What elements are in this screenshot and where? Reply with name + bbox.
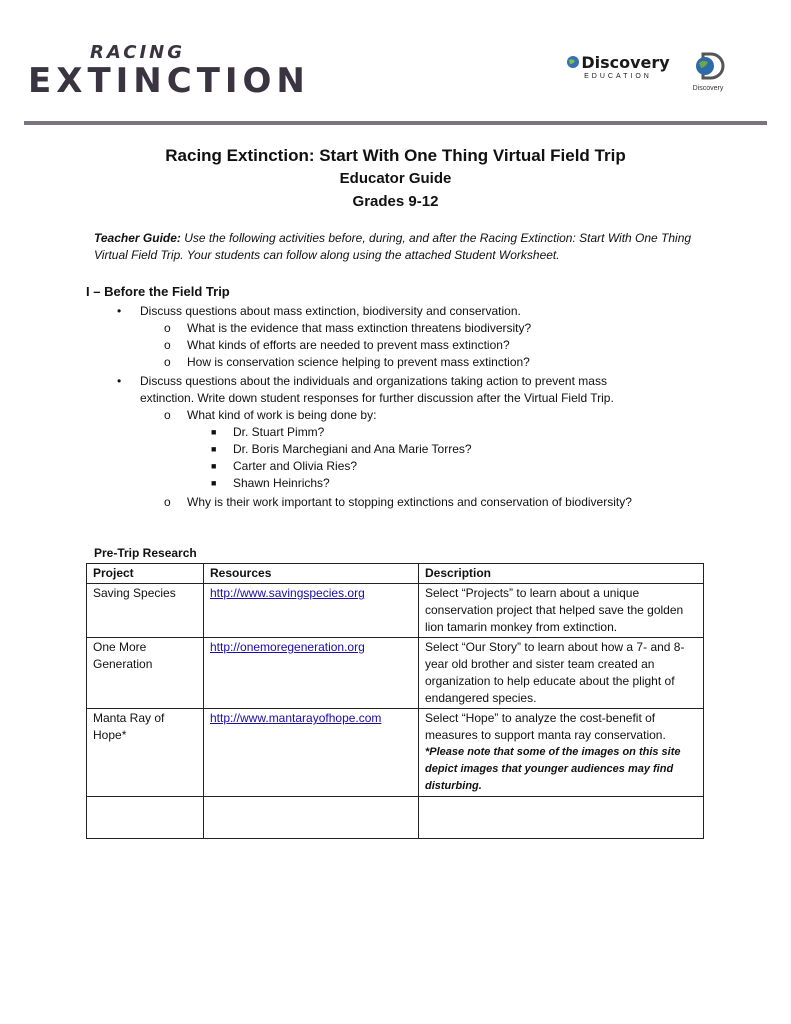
table-row [87,638,704,709]
bullet-marker: • [117,374,122,388]
description-cell: Select “Our Story” to learn about how a 7- and 8-year old brother and sister team created an organization to help educate about the plight of endangered species. [419,638,704,709]
header-divider [24,121,767,125]
sub-bullet-marker: o [164,321,171,335]
teacher-guide-text: Use the following activities before, during, and after the Racing Extinction: Start With One Thing Virtual Field Trip. Your students can follow along using the attached Student Worksheet. [94,231,692,262]
sub-bullet-item: How is conservation science helping to prevent mass extinction? [187,355,530,369]
discovery-channel-label: Discovery [692,85,724,92]
table-row [87,584,704,638]
racing-extinction-logo [28,44,310,100]
page-subtitle: Educator Guide [339,170,452,187]
sub-bullet-marker: o [164,355,171,369]
square-bullet-marker: ■ [211,461,217,471]
resource-cell [204,638,419,709]
content-warning-note: *Please note that some of the images on this site depict images that younger audiences may find disturbing. [425,746,681,792]
pre-trip-research-label: Pre-Trip Research [94,546,197,560]
resource-cell [204,584,419,638]
empty-table-row [87,797,704,839]
resource-link[interactable]: http://www.mantarayofhope.com [210,711,382,725]
description-cell [419,709,704,797]
header-project: Project [87,564,204,584]
resource-link[interactable]: http://www.savingspecies.org [210,586,365,600]
table-row [87,709,704,797]
sub-bullet-item: What kinds of efforts are needed to prevent mass extinction? [187,338,510,352]
header-resources: Resources [204,564,419,584]
education-word: EDUCATION [584,73,652,80]
resource-link[interactable]: http://onemoregeneration.org [210,640,365,654]
resource-cell [204,709,419,797]
bullet-item-line1: Discuss questions about the individuals and organizations taking action to prevent mass [140,374,607,388]
project-cell: One More Generation [87,638,204,709]
square-bullet-marker: ■ [211,444,217,454]
bullet-marker: • [117,304,122,318]
square-bullet-marker: ■ [211,478,217,488]
sub-bullet-marker: o [164,338,171,352]
empty-cell [204,797,419,839]
person-item: Carter and Olivia Ries? [233,459,358,473]
bullet-item-line2: extinction. Write down student responses for further discussion after the Virtual Field Trip. [140,391,614,405]
sub-bullet-item: What is the evidence that mass extinction threatens biodiversity? [187,321,532,335]
header-description: Description [419,564,704,584]
sub-bullet-marker: o [164,408,171,422]
description-text: Select “Hope” to analyze the cost-benefit of measures to support manta ray conservation. [425,711,666,742]
research-table [86,563,704,839]
person-item: Dr. Boris Marchegiani and Ana Marie Torres? [233,442,472,456]
page-title: Racing Extinction: Start With One Thing Virtual Field Trip [165,146,626,165]
table-header-row [87,564,704,584]
section-heading: I – Before the Field Trip [86,284,230,299]
person-item: Shawn Heinrichs? [233,476,330,490]
project-cell: Manta Ray of Hope* [87,709,204,797]
discovery-word: Discovery [562,54,674,72]
sub-bullet-item: What kind of work is being done by: [187,408,377,422]
discovery-globe-icon [691,52,725,80]
bullet-item: Discuss questions about mass extinction, biodiversity and conservation. [140,304,521,318]
square-bullet-marker: ■ [211,427,217,437]
teacher-guide-label: Teacher Guide: [94,231,181,245]
description-cell: Select “Projects” to learn about a unique conservation project that helped save the golden lion tamarin monkey from extinction. [419,584,704,638]
discovery-channel-logo [688,52,728,92]
teacher-guide-paragraph [94,230,714,264]
discovery-education-logo [562,54,674,81]
sub-bullet-marker: o [164,495,171,509]
empty-cell [87,797,204,839]
logo-racing-text: RACING [90,42,185,63]
sub-bullet-item: Why is their work important to stopping extinctions and conservation of biodiversity? [187,495,632,509]
empty-cell [419,797,704,839]
globe-icon [566,55,580,69]
grade-level: Grades 9-12 [352,193,439,210]
logo-extinction-text: EXTINCTION [28,61,310,101]
project-cell: Saving Species [87,584,204,638]
person-item: Dr. Stuart Pimm? [233,425,325,439]
